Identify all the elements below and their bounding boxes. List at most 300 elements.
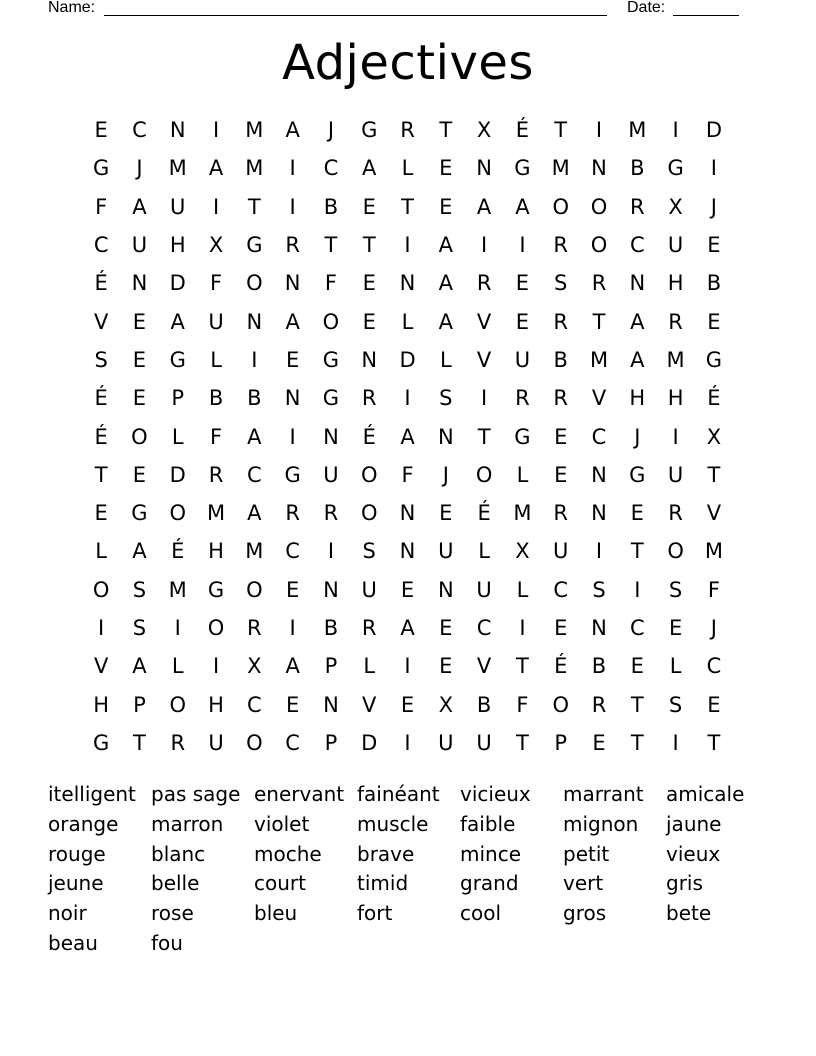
grid-letter: A [132, 539, 147, 564]
grid-letter: A [400, 616, 415, 640]
grid-letter: N [591, 462, 607, 487]
grid-letter: B [208, 386, 224, 411]
grid-letter: L [401, 309, 414, 334]
grid-letter: M [245, 539, 264, 564]
grid-letter: E [515, 271, 530, 296]
grid-letter: I [251, 347, 258, 372]
grid-letter: O [590, 194, 608, 219]
grid-letter: O [92, 577, 110, 602]
grid-letter: A [247, 501, 262, 526]
grid-letter: V [476, 347, 492, 372]
grid-letter: C [93, 233, 109, 258]
grid-letter: T [630, 692, 644, 717]
grid-letter: O [207, 616, 225, 640]
grid-letter: É [477, 501, 491, 526]
grid-letter: R [668, 309, 683, 334]
grid-letter: I [595, 118, 603, 143]
grid-letter: P [324, 730, 338, 755]
grid-letter: U [476, 577, 492, 602]
grid-letter: E [362, 271, 376, 296]
grid-letter: R [247, 616, 262, 640]
grid-letter: G [514, 424, 531, 449]
grid-letter: É [94, 271, 108, 296]
grid-letter: A [438, 309, 453, 334]
grid-letter: I [710, 156, 717, 181]
grid-letter: S [439, 386, 453, 411]
grid-letter: E [707, 692, 721, 717]
grid-letter: A [438, 233, 453, 258]
grid-letter: E [439, 501, 453, 526]
grid-letter: A [476, 194, 492, 219]
grid-letter: I [98, 616, 105, 640]
grid-letter: M [206, 501, 226, 526]
grid-letter: L [363, 654, 376, 679]
grid-letter: R [361, 386, 377, 411]
grid-letter: T [630, 539, 644, 564]
grid-letter: S [362, 539, 376, 564]
grid-letter: É [515, 118, 530, 143]
grid-letter: E [132, 386, 147, 411]
grid-letter: I [595, 539, 603, 564]
word-bank-item: pas sage [151, 782, 241, 806]
grid-letter: P [133, 692, 146, 717]
word-search-grid [82, 111, 736, 762]
grid-letter: I [404, 654, 411, 679]
grid-letter: A [285, 118, 300, 143]
grid-letter: E [94, 118, 108, 143]
word-bank-item: fou [151, 930, 183, 955]
grid-letter: H [667, 386, 684, 411]
grid-letter: P [324, 654, 338, 679]
grid-letter: R [170, 730, 186, 755]
grid-letter: O [667, 539, 684, 564]
grid-letter: I [404, 730, 411, 755]
word-bank-item: marrant [563, 782, 644, 806]
grid-letter: N [476, 156, 492, 181]
grid-letter: N [323, 424, 339, 449]
grid-letter: N [591, 156, 607, 181]
grid-letter: L [171, 654, 184, 679]
grid-letter: N [437, 424, 454, 449]
page-title: Adjectives [282, 35, 534, 91]
grid-letter: N [131, 271, 148, 296]
grid-letter: A [132, 194, 147, 219]
grid-letter: C [553, 577, 569, 602]
word-bank-item: beau [48, 930, 98, 955]
grid-letter: A [630, 347, 645, 372]
grid-letter: F [401, 462, 414, 487]
grid-letter: M [704, 539, 723, 564]
word-bank-item: brave [357, 841, 415, 866]
grid-letter: E [554, 424, 568, 449]
grid-letter: A [285, 654, 300, 679]
grid-letter: E [94, 501, 108, 526]
word-bank-item: timid [357, 871, 409, 896]
word-bank-item: grand [460, 871, 519, 896]
grid-letter: O [360, 462, 378, 487]
grid-letter: U [438, 730, 454, 755]
grid-letter: A [247, 424, 262, 449]
grid-letter: N [591, 501, 607, 526]
grid-letter: B [591, 654, 607, 679]
grid-letter: N [246, 309, 263, 334]
grid-letter: U [170, 194, 186, 219]
grid-letter: G [169, 347, 186, 372]
grid-letter: O [169, 692, 186, 717]
word-bank-item: court [254, 871, 306, 896]
grid-letter: É [707, 386, 721, 411]
word-bank [48, 780, 778, 959]
grid-letter: N [169, 118, 186, 143]
grid-letter: R [591, 271, 607, 296]
word-bank-item: itelligent [48, 782, 136, 806]
grid-letter: F [516, 692, 529, 717]
grid-letter: X [706, 424, 722, 449]
grid-letter: N [284, 386, 301, 411]
grid-letter: M [551, 156, 570, 181]
grid-letter: M [168, 577, 187, 602]
word-bank-item: rose [151, 901, 194, 926]
word-bank-item: mince [460, 841, 522, 866]
grid-letter: U [553, 539, 569, 564]
grid-letter: G [705, 347, 723, 372]
word-bank-item: violet [254, 811, 310, 836]
grid-letter: F [209, 424, 223, 449]
grid-letter: E [668, 616, 683, 640]
grid-letter: C [323, 156, 339, 181]
grid-letter: I [634, 577, 641, 602]
grid-letter: M [666, 347, 685, 372]
grid-letter: M [168, 156, 187, 181]
word-bank-item: faible [460, 811, 516, 836]
grid-letter: L [516, 462, 529, 487]
grid-letter: E [439, 616, 453, 640]
grid-letter: T [362, 233, 376, 258]
word-bank-item: vicieux [460, 782, 531, 806]
name-blank-line [104, 15, 607, 16]
grid-letter: V [476, 654, 492, 679]
grid-letter: E [362, 309, 376, 334]
grid-letter: N [399, 501, 416, 526]
grid-letter: X [515, 539, 530, 564]
grid-letter: L [516, 577, 529, 602]
grid-letter: R [553, 233, 568, 258]
grid-letter: L [401, 156, 414, 181]
grid-letter: R [285, 233, 300, 258]
grid-letter: V [591, 386, 607, 411]
grid-letter: L [95, 539, 107, 564]
grid-letter: J [710, 616, 717, 640]
grid-letter: U [361, 577, 377, 602]
word-bank-item: amicale [666, 782, 745, 806]
word-bank-item: muscle [357, 811, 429, 836]
grid-letter: J [327, 118, 335, 143]
grid-letter: G [514, 156, 531, 181]
grid-letter: É [554, 654, 568, 679]
grid-letter: S [554, 271, 568, 296]
grid-letter: T [516, 730, 529, 755]
grid-letter: É [94, 386, 108, 411]
grid-letter: T [247, 194, 261, 219]
grid-letter: I [212, 118, 220, 143]
grid-letter: T [401, 194, 414, 219]
grid-letter: M [245, 156, 264, 181]
grid-letter: T [94, 462, 108, 487]
grid-letter: I [289, 156, 296, 181]
grid-letter: C [285, 539, 300, 564]
grid-letter: I [212, 194, 220, 219]
word-bank-item: rouge [48, 841, 106, 866]
grid-letter: R [323, 501, 339, 526]
grid-letter: G [667, 156, 684, 181]
grid-letter: G [246, 233, 263, 258]
grid-letter: P [554, 730, 568, 755]
grid-letter: R [553, 309, 568, 334]
name-label: Name: [48, 0, 96, 16]
grid-letter: X [208, 233, 224, 258]
grid-letter: U [208, 730, 224, 755]
grid-letter: M [628, 118, 647, 143]
grid-letter: I [519, 233, 526, 258]
grid-letter: A [170, 309, 185, 334]
word-bank-item: gris [666, 871, 703, 896]
grid-letter: U [514, 347, 531, 372]
grid-letter: D [361, 730, 378, 755]
grid-letter: E [630, 654, 644, 679]
grid-letter: S [592, 577, 606, 602]
grid-letter: F [324, 271, 337, 296]
grid-letter: E [439, 654, 453, 679]
grid-letter: A [132, 654, 147, 679]
grid-letter: E [285, 577, 300, 602]
grid-letter: T [439, 118, 453, 143]
grid-letter: O [169, 501, 186, 526]
word-bank-item: marron [151, 811, 224, 836]
grid-letter: T [516, 654, 529, 679]
grid-letter: R [400, 118, 415, 143]
grid-letter: R [476, 271, 492, 296]
grid-letter: I [672, 118, 679, 143]
grid-letter: E [707, 309, 721, 334]
grid-letter: E [630, 501, 644, 526]
word-bank-item: moche [254, 841, 322, 866]
grid-letter: X [438, 692, 454, 717]
grid-letter: I [404, 233, 411, 258]
grid-letter: O [246, 730, 263, 755]
grid-letter: E [554, 616, 568, 640]
grid-letter: B [476, 692, 492, 717]
grid-letter: L [478, 539, 490, 564]
grid-letter: G [284, 462, 301, 487]
word-bank-item: cool [460, 901, 502, 926]
grid-letter: C [132, 118, 147, 143]
grid-letter: M [245, 118, 264, 143]
grid-letter: H [169, 233, 186, 258]
grid-letter: C [476, 616, 492, 640]
grid-letter: O [246, 577, 263, 602]
word-bank-item: petit [563, 841, 610, 866]
grid-letter: I [519, 616, 526, 640]
grid-letter: R [553, 386, 568, 411]
grid-letter: O [246, 271, 263, 296]
grid-letter: D [169, 271, 186, 296]
grid-letter: L [171, 424, 184, 449]
grid-letter: S [94, 347, 108, 372]
grid-letter: H [208, 692, 224, 717]
grid-letter: U [667, 462, 684, 487]
grid-letter: G [322, 386, 340, 411]
grid-letter: B [553, 347, 568, 372]
grid-letter: N [629, 271, 646, 296]
grid-letter: E [285, 692, 300, 717]
grid-letter: E [132, 347, 147, 372]
word-bank-item: noir [48, 901, 87, 926]
word-bank-item: bete [666, 901, 712, 926]
grid-letter: I [481, 386, 488, 411]
word-bank-item: jeune [48, 871, 104, 896]
grid-letter: E [362, 194, 376, 219]
grid-letter: E [515, 309, 530, 334]
grid-letter: V [476, 309, 492, 334]
grid-letter: G [131, 501, 148, 526]
grid-letter: P [171, 386, 185, 411]
grid-letter: R [591, 692, 607, 717]
grid-letter: N [284, 271, 301, 296]
grid-letter: L [669, 654, 682, 679]
word-bank-item: blanc [151, 841, 206, 866]
grid-letter: R [553, 501, 568, 526]
grid-letter: F [707, 577, 720, 602]
grid-letter: S [132, 577, 147, 602]
grid-letter: T [707, 730, 721, 755]
grid-letter: N [437, 577, 454, 602]
grid-letter: R [515, 386, 530, 411]
word-bank-item: jaune [666, 811, 722, 836]
grid-letter: C [247, 462, 262, 487]
grid-letter: G [629, 462, 646, 487]
grid-letter: H [208, 539, 224, 564]
grid-letter: E [400, 692, 415, 717]
grid-letter: A [438, 271, 453, 296]
grid-letter: F [209, 271, 223, 296]
grid-letter: L [210, 347, 222, 372]
grid-letter: N [399, 539, 416, 564]
grid-letter: C [591, 424, 607, 449]
header-line [48, 0, 748, 20]
grid-letter: U [323, 462, 339, 487]
grid-letter: E [592, 730, 606, 755]
grid-letter: E [554, 462, 568, 487]
grid-letter: M [513, 501, 532, 526]
grid-letter: X [476, 118, 492, 143]
word-bank-item: vert [563, 871, 604, 896]
grid-letter: F [95, 194, 108, 219]
grid-letter: C [285, 730, 300, 755]
grid-letter: A [362, 156, 377, 181]
grid-letter: A [515, 194, 530, 219]
grid-letter: E [132, 309, 147, 334]
grid-letter: R [285, 501, 300, 526]
grid-letter: G [361, 118, 378, 143]
grid-letter: A [400, 424, 415, 449]
grid-letter: U [131, 233, 148, 258]
grid-letter: É [362, 424, 376, 449]
grid-letter: I [289, 194, 296, 219]
grid-letter: X [668, 194, 683, 219]
grid-letter: I [404, 386, 411, 411]
grid-letter: E [400, 577, 415, 602]
grid-letter: O [475, 462, 493, 487]
grid-letter: O [590, 233, 608, 258]
grid-letter: R [630, 194, 645, 219]
grid-letter: G [93, 730, 110, 755]
grid-letter: O [131, 424, 148, 449]
grid-letter: I [672, 730, 679, 755]
grid-letter: A [630, 309, 645, 334]
grid-letter: U [208, 309, 224, 334]
grid-letter: O [552, 692, 569, 717]
grid-letter: G [207, 577, 225, 602]
grid-letter: T [477, 424, 491, 449]
grid-letter: S [668, 692, 683, 717]
grid-letter: T [592, 309, 606, 334]
word-bank-item: fort [357, 901, 393, 926]
grid-letter: C [629, 233, 645, 258]
grid-letter: A [285, 309, 300, 334]
grid-letter: B [247, 386, 262, 411]
grid-letter: T [133, 730, 146, 755]
grid-letter: V [93, 654, 109, 679]
grid-letter: V [362, 692, 377, 717]
grid-letter: D [705, 118, 722, 143]
grid-letter: B [323, 194, 339, 219]
grid-letter: B [323, 616, 339, 640]
grid-letter: R [208, 462, 224, 487]
grid-letter: C [629, 616, 645, 640]
grid-letter: T [630, 730, 644, 755]
grid-letter: M [589, 347, 609, 372]
grid-letter: N [323, 692, 339, 717]
grid-letter: C [706, 654, 722, 679]
grid-letter: E [132, 462, 147, 487]
grid-letter: H [629, 386, 646, 411]
date-label: Date: [627, 0, 666, 16]
grid-letter: E [439, 194, 453, 219]
word-bank-item: gros [563, 901, 607, 926]
grid-letter: N [361, 347, 378, 372]
grid-letter: I [212, 654, 220, 679]
word-bank-item: bleu [254, 901, 298, 926]
grid-letter: U [667, 233, 684, 258]
grid-letter: B [630, 156, 645, 181]
grid-letter: E [285, 347, 300, 372]
word-bank-item: mignon [563, 811, 639, 836]
grid-letter: A [208, 156, 224, 181]
grid-letter: U [438, 539, 454, 564]
grid-letter: E [707, 233, 721, 258]
grid-letter: S [132, 616, 147, 640]
grid-letter: V [706, 501, 722, 526]
grid-letter: J [634, 424, 641, 449]
grid-letter: R [361, 616, 377, 640]
grid-letter: N [591, 616, 607, 640]
grid-letter: É [94, 424, 108, 449]
grid-letter: E [439, 156, 453, 181]
word-bank-item: belle [151, 871, 200, 896]
grid-letter: T [324, 233, 338, 258]
grid-letter: N [323, 577, 339, 602]
grid-letter: É [171, 539, 185, 564]
